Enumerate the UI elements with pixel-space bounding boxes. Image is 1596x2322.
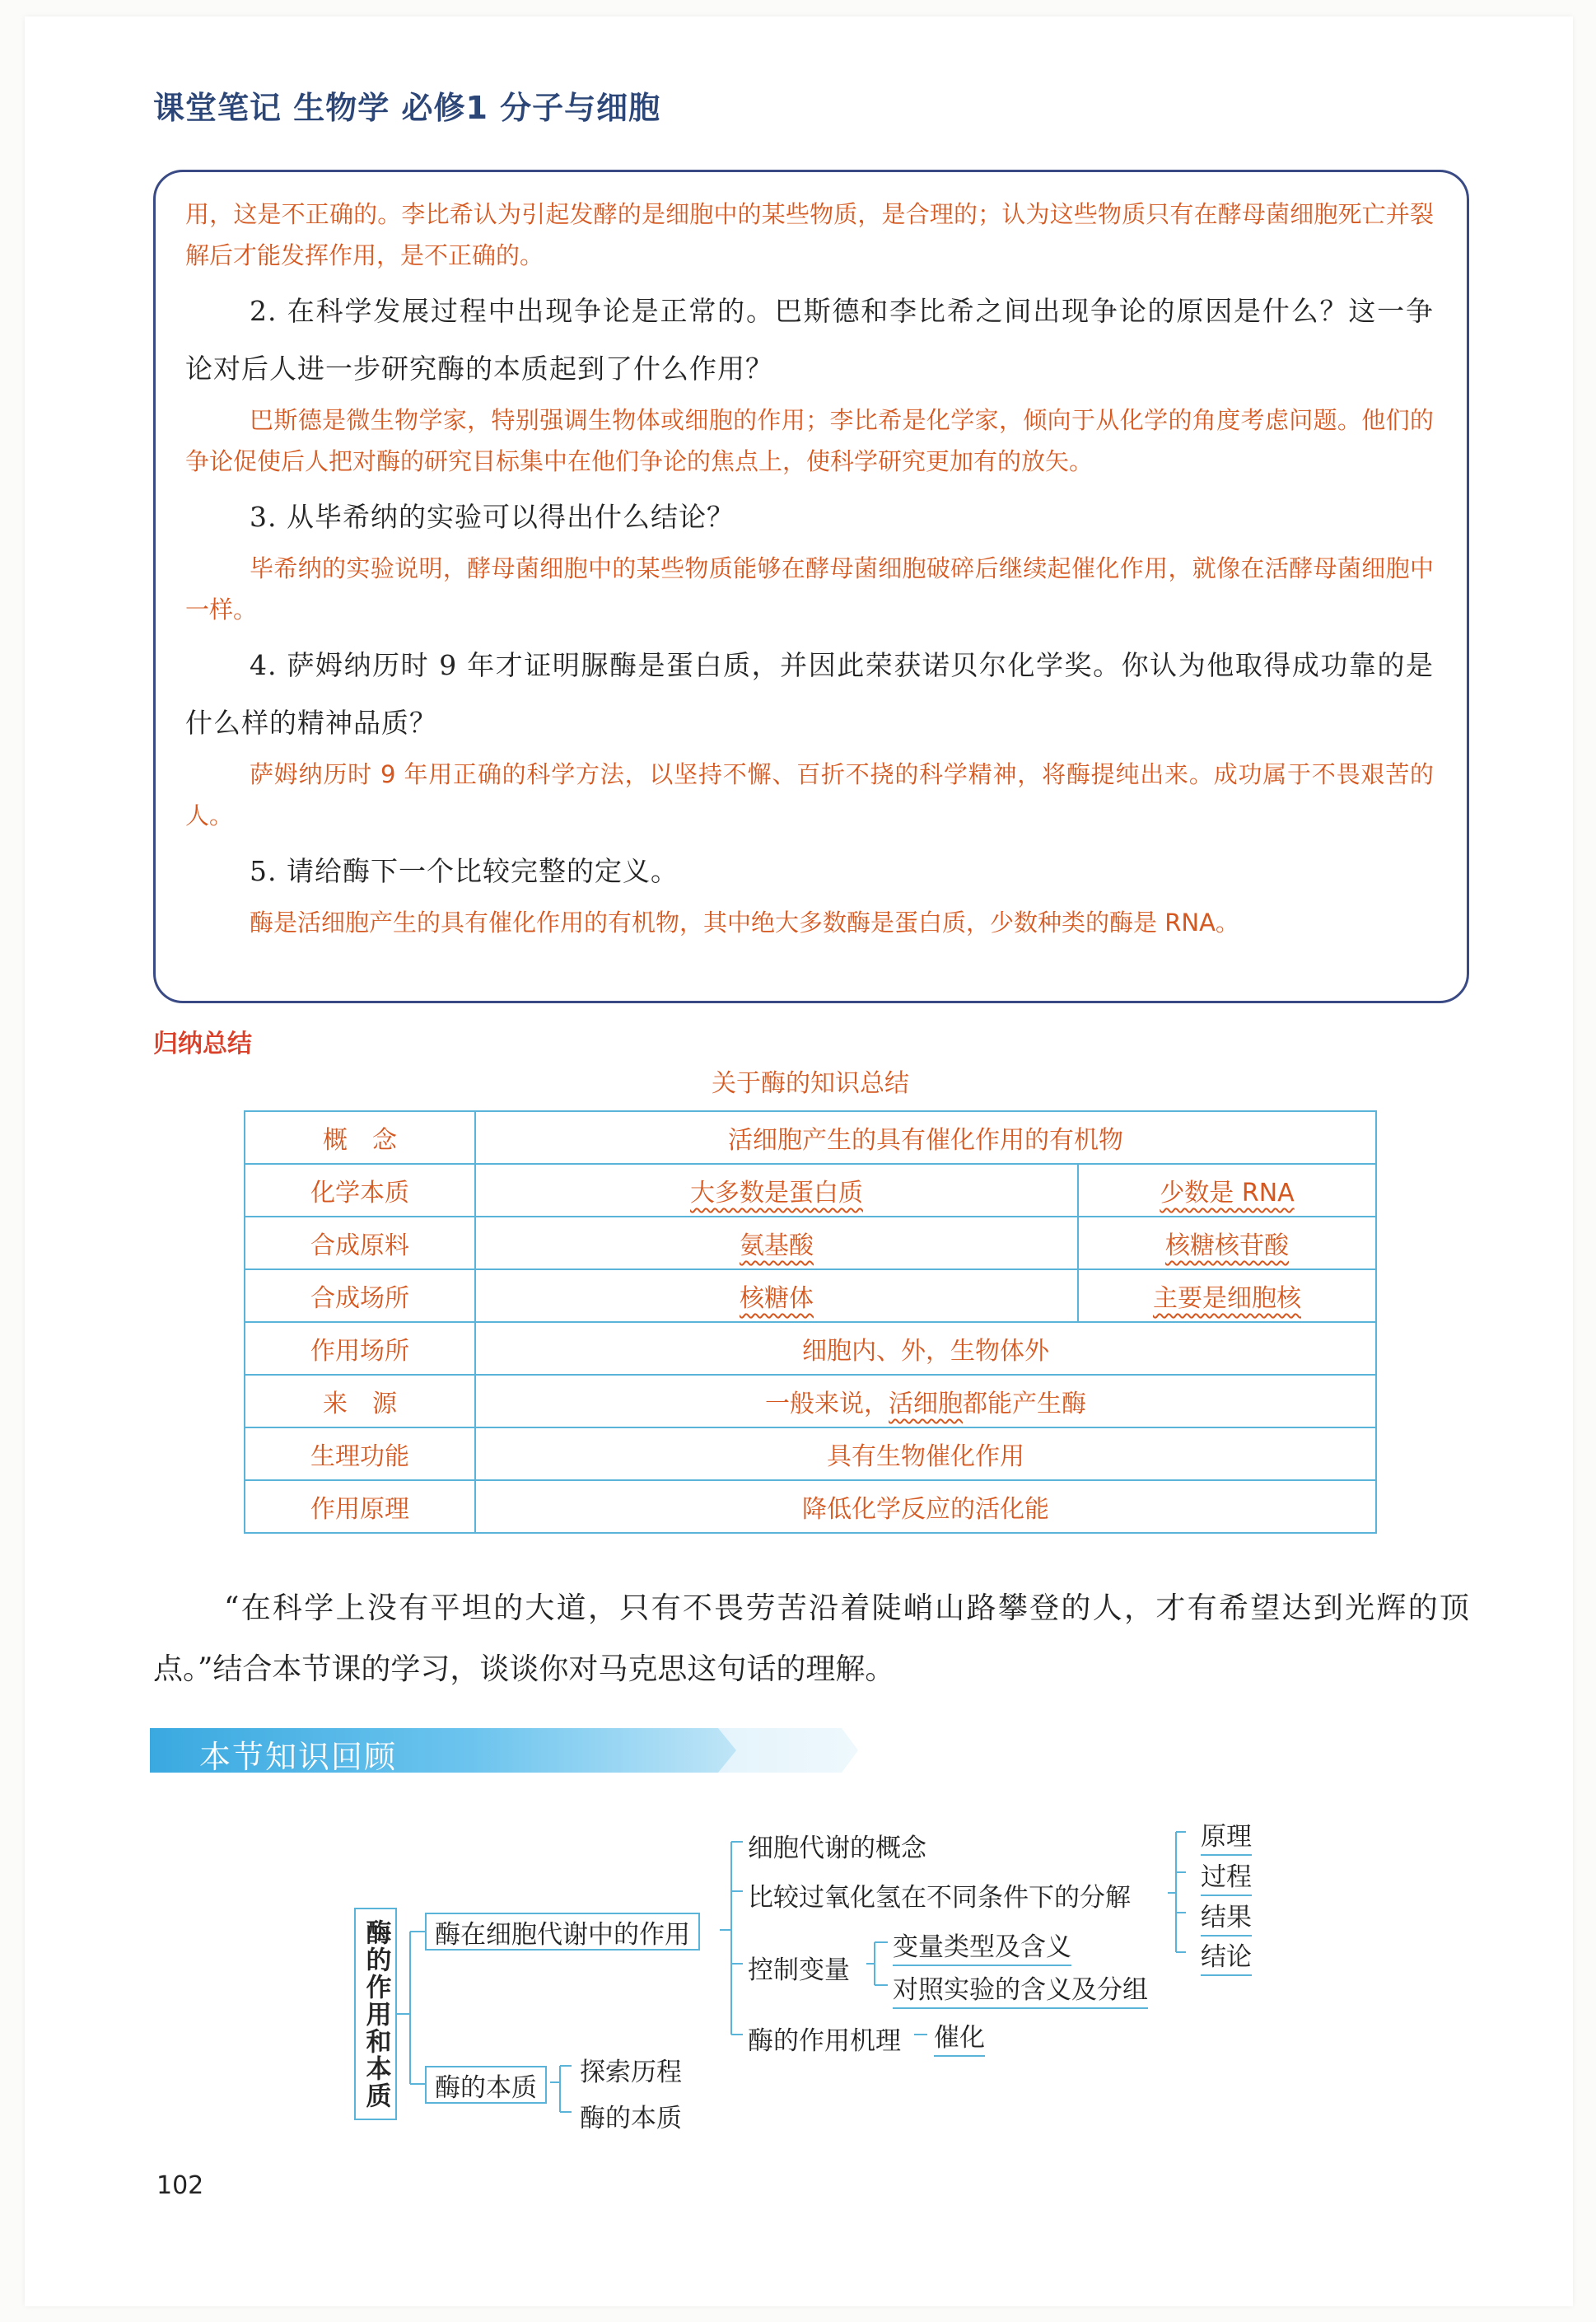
- node-control-experiment: 对照实验的含义及分组: [893, 1969, 1148, 2009]
- row-value: 降低化学反应的活化能: [475, 1480, 1376, 1533]
- node-conclusion: 结论: [1201, 1936, 1252, 1976]
- node-variable-types: 变量类型及含义: [893, 1926, 1071, 1966]
- source-pre: 一般来说，: [765, 1390, 889, 1418]
- row-label: 生理功能: [245, 1427, 475, 1480]
- marx-quote-prompt: “在科学上没有平坦的大道，只有不畏劳苦沿着陡峭山路攀登的人，才有希望达到光辉的顶点。”结合本节课的学习，谈谈你对马克思这句话的理解。: [153, 1591, 1469, 1686]
- wavy-text: 主要是细胞核: [1153, 1284, 1301, 1313]
- row-value: 活细胞产生的具有催化作用的有机物: [475, 1111, 1376, 1164]
- question-3: 3. 从毕希纳的实验可以得出什么结论？: [250, 501, 735, 533]
- wavy-text: 大多数是蛋白质: [690, 1179, 863, 1208]
- row-label: 作用场所: [245, 1322, 475, 1375]
- answer-2: 巴斯德是微生物学家，特别强调生物体或细胞的作用；李比希是化学家，倾向于从化学的角度考虑问题。他们的争论促使后人把对酶的研究目标集中在他们争论的焦点上，使科学研究更加有的放矢。: [185, 406, 1434, 475]
- branch-enzyme-nature-label: 酶的本质: [435, 2072, 537, 2103]
- running-header: 课堂笔记 生物学 必修1 分子与细胞: [153, 90, 661, 126]
- question-4: 4. 萨姆纳历时 9 年才证明脲酶是蛋白质，并因此荣获诺贝尔化学奖。你认为他取得成功靠的是什么样的精神品质？: [185, 649, 1434, 739]
- row-label: 作用原理: [245, 1480, 475, 1533]
- node-result: 结果: [1201, 1896, 1252, 1937]
- source-post: 都能产生酶: [963, 1390, 1086, 1418]
- row-label: 化学本质: [245, 1164, 475, 1217]
- answer-5: 酶是活细胞产生的具有催化作用的有机物，其中绝大多数酶是蛋白质，少数种类的酶是 RNA。: [250, 909, 1239, 937]
- node-enzyme-essence: 酶的本质: [580, 2104, 682, 2133]
- question-2: 2. 在科学发展过程中出现争论是正常的。巴斯德和李比希之间出现争论的原因是什么？这一争论对后人进一步研究酶的本质起到了什么作用？: [185, 295, 1434, 385]
- node-control-variables: 控制变量: [748, 1955, 850, 1985]
- branch-enzyme-role: [425, 1913, 700, 1951]
- node-exploration-history: 探索历程: [580, 2058, 682, 2087]
- summary-label: 归纳总结: [153, 1030, 252, 1058]
- branch-enzyme-role-label: 酶在细胞代谢中的作用: [435, 1919, 690, 1950]
- wavy-text: 核糖体: [740, 1284, 814, 1313]
- row-value: 具有生物催化作用: [475, 1427, 1376, 1480]
- question-5: 5. 请给酶下一个比较完整的定义。: [250, 855, 679, 887]
- answer-1: 用，这是不正确的。李比希认为引起发酵的是细胞中的某些物质，是合理的；认为这些物质只有在酵母菌细胞死亡并裂解后才能发挥作用，是不正确的。: [185, 200, 1434, 269]
- root-label: 酶的作用和本质: [361, 1918, 391, 2109]
- node-mechanism: 酶的作用机理: [748, 2026, 901, 2056]
- node-principle: 原理: [1201, 1815, 1252, 1856]
- review-banner-title: 本节知识回顾: [199, 1739, 398, 1775]
- row-label: 来 源: [245, 1375, 475, 1427]
- node-process: 过程: [1201, 1856, 1252, 1896]
- node-h2o2-experiment: 比较过氧化氢在不同条件下的分解: [748, 1883, 1131, 1913]
- row-label: 概 念: [245, 1111, 475, 1164]
- wavy-text: 活细胞: [889, 1390, 963, 1418]
- answer-3: 毕希纳的实验说明，酵母菌细胞中的某些物质能够在酵母菌细胞破碎后继续起催化作用，就像在活酵母菌细胞中一样。: [185, 554, 1434, 624]
- wavy-text: 氨基酸: [740, 1231, 814, 1260]
- mind-map-root: [354, 1908, 397, 2120]
- page-number: 102: [156, 2171, 204, 2200]
- row-label: 合成原料: [245, 1217, 475, 1269]
- table-title: 关于酶的知识总结: [712, 1069, 909, 1098]
- wavy-text: 核糖核苷酸: [1165, 1231, 1289, 1260]
- branch-enzyme-nature: [425, 2066, 547, 2104]
- answer-4: 萨姆纳历时 9 年用正确的科学方法，以坚持不懈、百折不挠的科学精神，将酶提纯出来。成功属于不畏艰苦的人。: [185, 760, 1434, 829]
- row-label: 合成场所: [245, 1269, 475, 1322]
- node-catalysis: 催化: [934, 2016, 985, 2057]
- wavy-text: 少数是 RNA: [1160, 1179, 1295, 1208]
- node-metabolism-concept: 细胞代谢的概念: [748, 1834, 926, 1863]
- row-value: 细胞内、外，生物体外: [475, 1322, 1376, 1375]
